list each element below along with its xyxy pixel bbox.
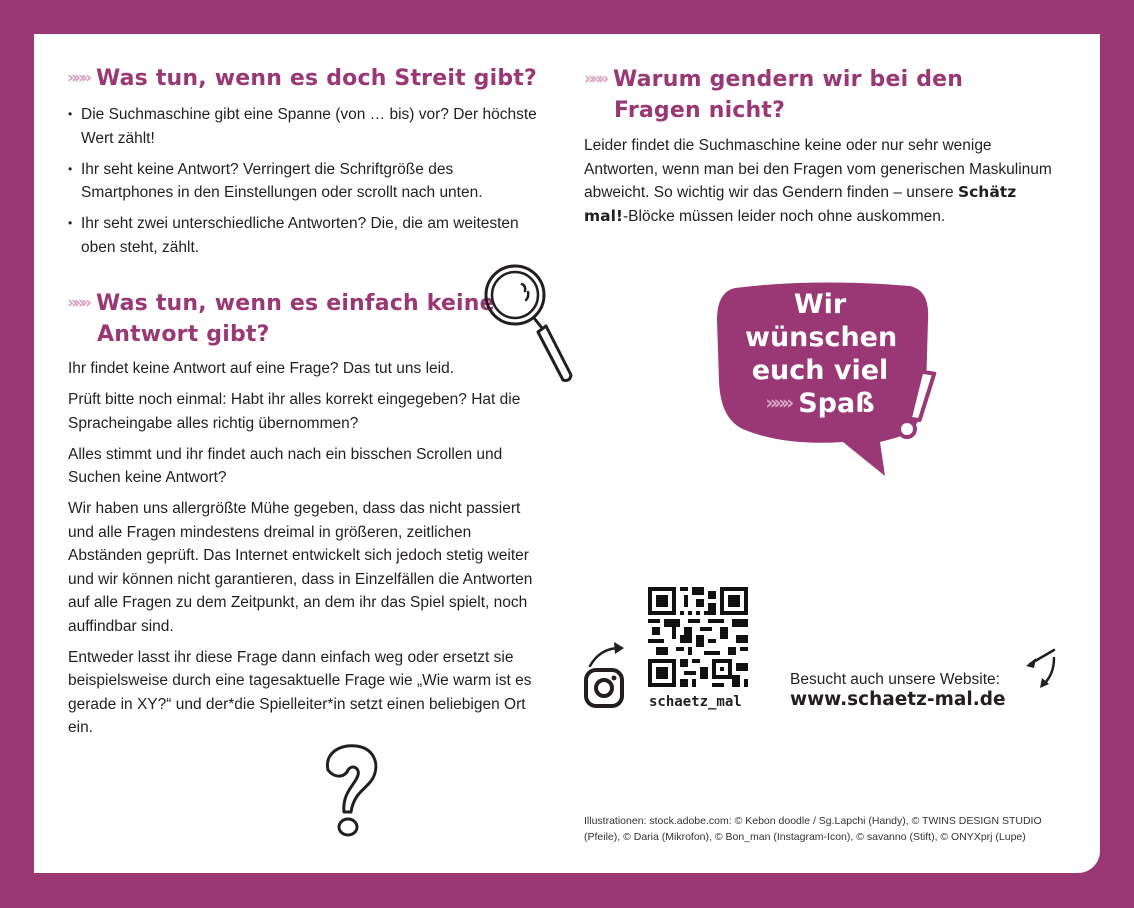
paragraph-main: Leider findet die Suchmaschine keine oder nur sehr wenige Antworten, wenn man bei den Fragen vom generischen Maskulinum abweicht. So wichtig wir das Gendern finden – unsere xyxy=(584,137,1052,201)
qr-code-icon[interactable] xyxy=(648,587,748,687)
paragraph: Alles stimmt und ihr findet auch nach ein bisschen Scrollen und Suchen keine Antwort? xyxy=(68,445,503,486)
heading-text-line2: Antwort gibt? xyxy=(97,322,270,347)
paragraph: Prüft bitte noch einmal: Habt ihr alles korrekt eingegeben? Hat die Spracheingabe alles richtig übernommen? xyxy=(68,391,521,432)
chevron-icon: »»» xyxy=(67,293,88,313)
curved-arrow-icon xyxy=(586,640,630,670)
paragraph: Wir haben uns allergrößte Mühe gegeben, dass das nicht passiert und alle Fragen mindestens dreimal in größeren, zeitlichen Abständen geprüft. Das Internet entwickelt sich jedoch stetig weiter und wir können nicht garantieren, dass in Einzelfällen die Antworten auf alle Fragen zu dem Zeitpunkt, an dem ihr das Spiel spielt, noch auffindbar sind. xyxy=(68,500,533,635)
heading-text: Was tun, wenn es doch Streit gibt? xyxy=(95,66,537,91)
chevron-icon: »»» xyxy=(584,69,605,89)
paragraph-end: -Blöcke müssen leider noch ohne auskommen. xyxy=(623,207,946,225)
bubble-message xyxy=(745,288,898,423)
heading-streit xyxy=(67,64,537,95)
streit-list-container xyxy=(68,103,538,267)
bubble-line: euch viel xyxy=(751,355,889,386)
instagram-handle: schaetz_mal xyxy=(649,694,742,710)
illustration-credits: Illustrationen: stock.adobe.com: © Kebon doodle / Sg.Lapchi (Handy), © TWINS DESIGN STUDIO (Pfeile), © Daria (Mikrofon), © Bon_man (Instagram-Icon), © savanno (Stift), © ONYXprj (Lupe) xyxy=(584,815,1042,843)
heading-gendern xyxy=(584,65,963,126)
streit-bullet-list xyxy=(68,103,538,259)
paragraph: Entweder lasst ihr diese Frage dann einfach weg oder ersetzt sie beispielsweise durch eine tagesaktuelle Frage wie „Wie warm ist es gerade in XY?“ und der*die Spielleiter*in setzt einen beliebigen Ort ein. xyxy=(68,648,532,736)
bubble-line: Wir xyxy=(793,289,847,320)
heading-text-line1: Warum gendern wir bei den xyxy=(612,67,964,92)
bubble-line xyxy=(745,387,895,423)
bubble-line-text: Spaß xyxy=(798,388,875,419)
list-item: • Ihr seht zwei unterschiedliche Antworten? Die, die am weitesten oben steht, zählt. xyxy=(68,212,538,259)
heading-text-line1: Was tun, wenn es einfach keine xyxy=(95,291,495,316)
brand-name: Schätz mal! xyxy=(584,183,1017,225)
paragraph: Ihr findet keine Antwort auf eine Frage? Das tut uns leid. xyxy=(68,360,455,377)
double-arrow-icon xyxy=(1024,646,1060,690)
instagram-icon[interactable] xyxy=(583,667,625,709)
keine-antwort-text xyxy=(68,357,546,747)
chevron-icon: »»» xyxy=(765,392,791,414)
list-item: • Die Suchmaschine gibt eine Spanne (von … bis) vor? Der höchste Wert zählt! xyxy=(68,103,538,150)
website-label: Besucht auch unsere Website: xyxy=(790,671,1000,688)
bubble-line: wünschen xyxy=(745,322,898,353)
heading-keine-antwort xyxy=(67,289,495,350)
gendern-text xyxy=(584,134,1064,236)
list-item: • Ihr seht keine Antwort? Verringert die Schriftgröße des Smartphones in den Einstellungen oder scrollt nach unten. xyxy=(68,158,538,205)
question-mark-icon xyxy=(318,742,388,842)
website-link[interactable]: www.schaetz-mal.de xyxy=(790,689,1006,710)
chevron-icon: »»» xyxy=(67,68,88,88)
heading-text-line2: Fragen nicht? xyxy=(614,98,786,123)
paragraph xyxy=(584,134,1064,228)
